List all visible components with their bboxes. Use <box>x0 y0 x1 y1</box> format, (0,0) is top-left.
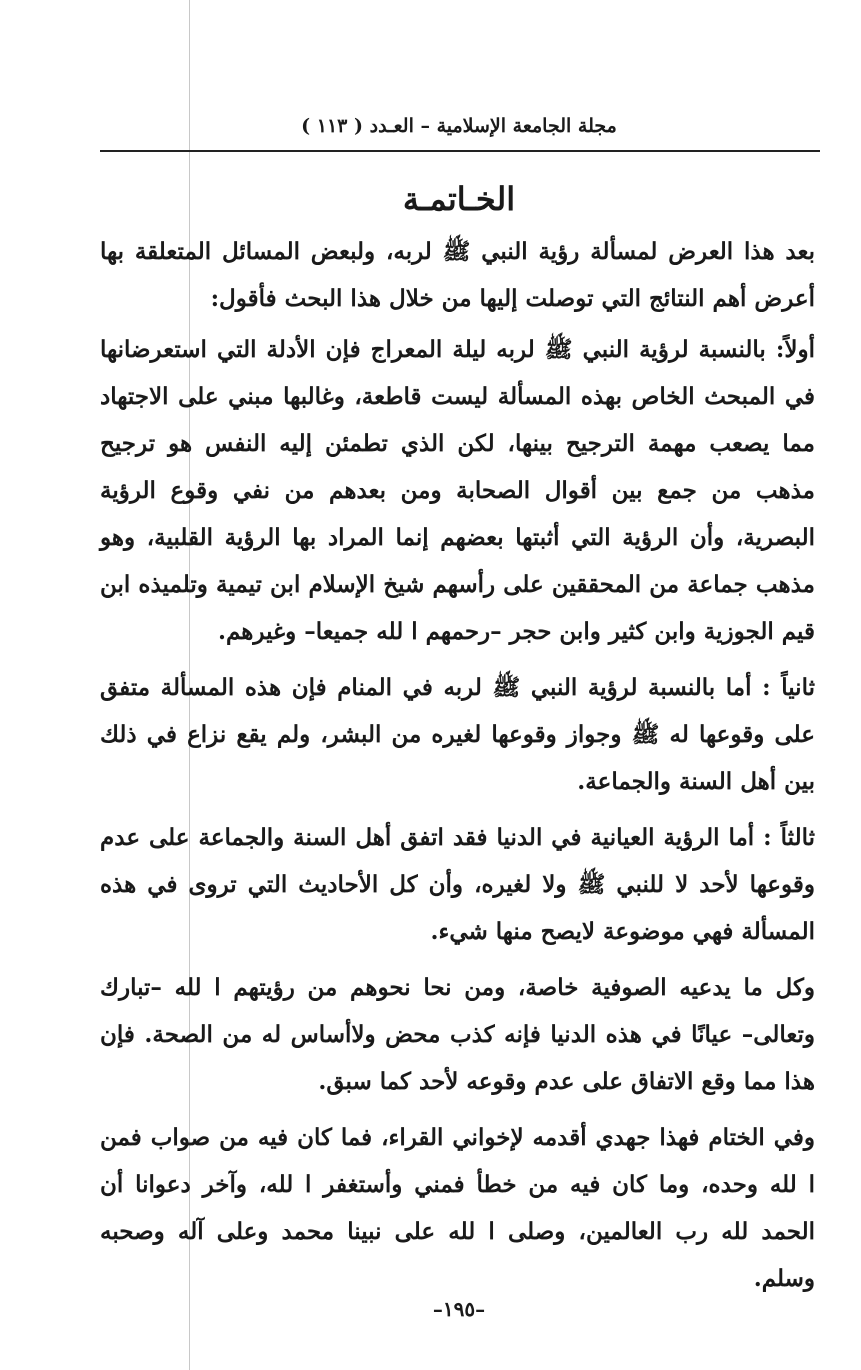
body-text <box>100 228 815 1311</box>
header-divider <box>100 150 820 152</box>
running-header: مجلة الجامعة الإسلامية – العـدد ( ١١٣ ) <box>301 115 617 137</box>
paragraph-text: أما الرؤية العيانية في الدنيا فقد اتفق أهل السنة والجماعة على عدم وقوعها لأحد لا للنبي ﷺ ولا لغيره، وأن كل الأحاديث التي تروى في هذه المسألة فهي موضوعة لايصح منها شيء. <box>100 824 815 945</box>
paragraph-third-point <box>100 814 815 955</box>
paragraph-text: وفي الختام فهذا جهدي أقدمه لإخواني القراء، فما كان فيه من صواب فمن ا لله وحده، وما كان فيه من خطأ فمني وأستغفر ا لله، وآخر دعوانا أن الحمد لله رب العالمين، وصلى ا لله على نبينا محمد وعلى آله وصحبه وسلم. <box>100 1124 815 1292</box>
page-number: –١٩٥– <box>432 1297 486 1321</box>
point-label: أولاً: <box>775 336 815 363</box>
paragraph-first-point <box>100 326 815 655</box>
paragraph-text: بعد هذا العرض لمسألة رؤية النبي ﷺ لربه، ولبعض المسائل المتعلقة بها أعرض أهم النتائج التي توصلت إليها من خلال هذا البحث فأقول: <box>100 238 815 312</box>
paragraph-text: أما بالنسبة لرؤية النبي ﷺ لربه في المنام فإن هذه المسألة متفق على وقوعها له ﷺ وجواز وقوعها لغيره من البشر، ولم يقع نزاع في ذلك بين أهل السنة والجماعة. <box>100 674 815 795</box>
paragraph-closing <box>100 1114 815 1302</box>
point-label: ثانياً : <box>762 674 815 701</box>
paragraph-second-point <box>100 664 815 805</box>
section-title: الخـاتمـة <box>402 180 516 218</box>
paragraph-sufi-claims <box>100 964 815 1105</box>
point-label: ثالثاً : <box>763 824 815 851</box>
paragraph-intro <box>100 228 815 322</box>
paragraph-text: بالنسبة لرؤية النبي ﷺ لربه ليلة المعراج فإن الأدلة التي استعرضانها في المبحث الخاص بهذه المسألة ليست قاطعة، وغالبها مبني على الاجتهاد مما يصعب مهمة الترجيح بينها، لكن الذي تطمئن إليه النفس هو ترجيح مذهب من جمع بين أقوال الصحابة ومن بعدهم من نفي وقوع الرؤية البصرية، وأن الرؤية التي أثبتها بعضهم إنما المراد بها الرؤية القلبية، وهو مذهب جماعة من المحققين على رأسهم شيخ الإسلام ابن تيمية وتلميذه ابن قيم الجوزية وابن كثير وابن حجر –رحمهم ا لله جميعا– وغيرهم. <box>100 336 815 645</box>
paragraph-text: وكل ما يدعيه الصوفية خاصة، ومن نحا نحوهم من رؤيتهم ا لله –تبارك وتعالى– عيانًا في هذه الدنيا فإنه كذب محض ولاأساس له من الصحة. فإن هذا مما وقع الاتفاق على عدم وقوعه لأحد كما سبق. <box>100 974 815 1095</box>
